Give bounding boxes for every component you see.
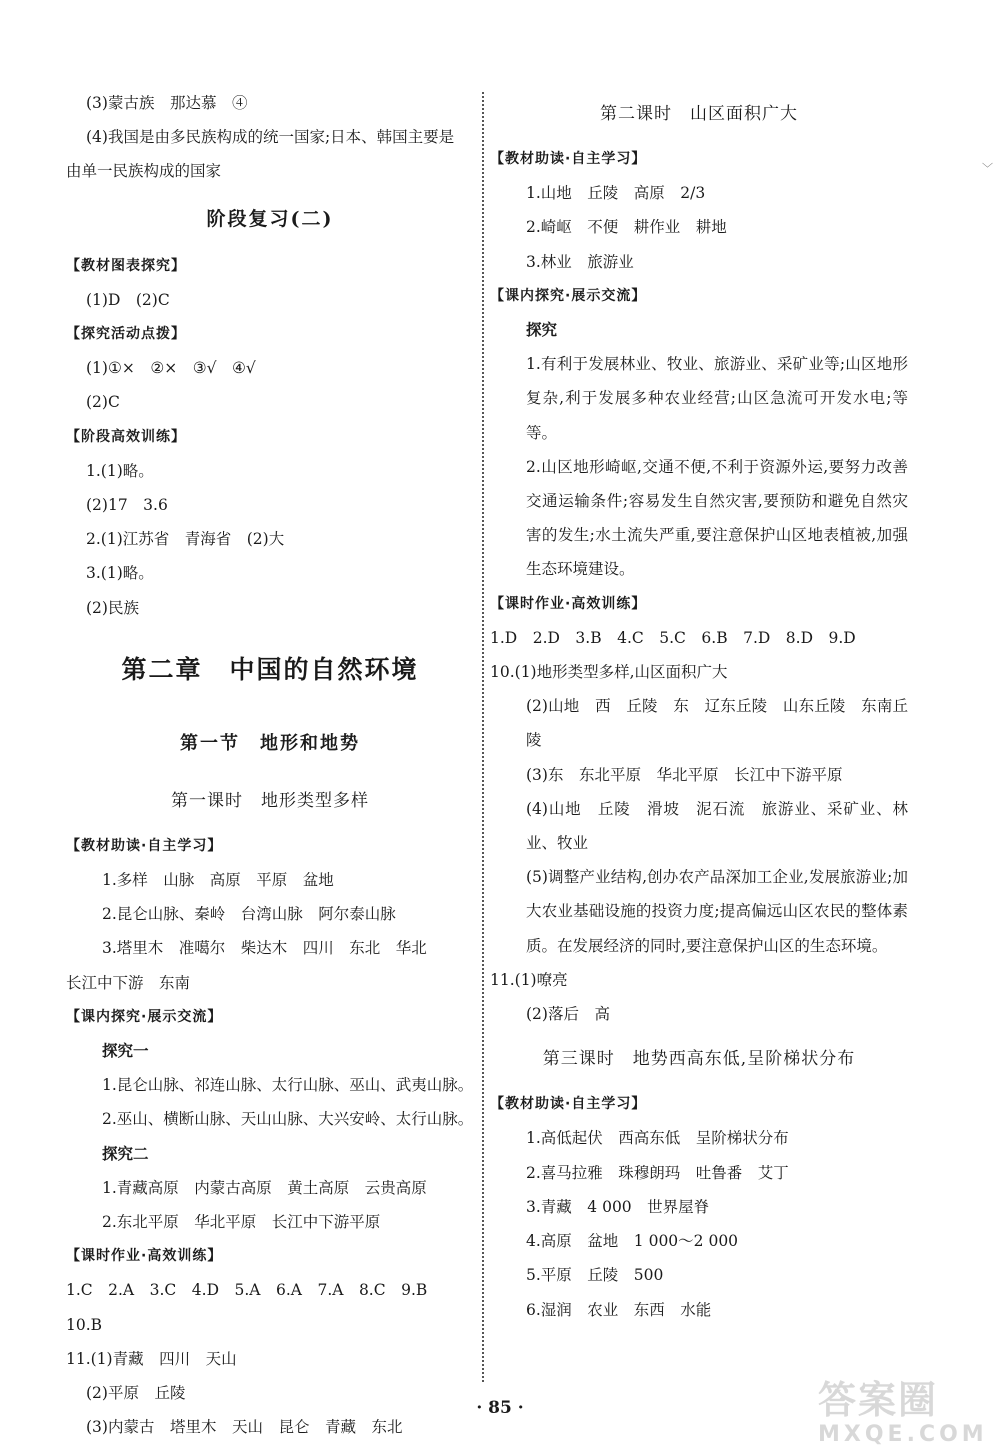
answer-line: 长江中下游 东南 <box>66 973 191 992</box>
watermark-logo <box>818 1378 994 1452</box>
answer-line: 1.D 2.D 3.B 4.C 5.C 6.B 7.D 8.D 9.D <box>490 628 856 647</box>
section-title: 第一节 地形和地势 <box>180 732 360 754</box>
answer-line: 5.平原 丘陵 500 <box>526 1266 664 1285</box>
answer-line: 11.(1)青藏 四川 天山 <box>66 1349 237 1368</box>
answer-line: (3)东 东北平原 华北平原 长江中下游平原 <box>526 765 843 784</box>
section-heading: 【教材图表探究】 <box>66 257 186 274</box>
answer-line: 2.(1)江苏省 青海省 (2)大 <box>86 530 285 549</box>
answer-line: (3)内蒙古 塔里木 天山 昆仑 青藏 东北 <box>86 1418 403 1437</box>
answer-line: (2)平原 丘陵 <box>86 1384 186 1403</box>
section-title: 第二课时 山区面积广大 <box>600 104 798 124</box>
section-title: 第三课时 地势西高东低,呈阶梯状分布 <box>542 1049 856 1070</box>
answer-line: 11.(1)嘹亮 <box>490 970 568 989</box>
answer-line: 1.青藏高原 内蒙古高原 黄土高原 云贵高原 <box>102 1178 427 1197</box>
section-heading: 【教材助读·自主学习】 <box>490 151 647 167</box>
page-number: · 85 · <box>476 1398 524 1418</box>
answer-line: 2.巫山、横断山脉、天山山脉、大兴安岭、太行山脉。 <box>102 1110 474 1129</box>
watermark-bottom: MXQE.COM <box>818 1422 988 1447</box>
answer-line: 1.山地 丘陵 高原 2/3 <box>526 184 706 203</box>
answer-line: 1.(1)略。 <box>86 461 154 480</box>
section-heading: 【课时作业·高效训练】 <box>66 1248 223 1265</box>
answer-line: 1.昆仑山脉、祁连山脉、太行山脉、巫山、武夷山脉。 <box>102 1076 474 1095</box>
answer-line: 1.多样 山脉 高原 平原 盆地 <box>102 871 334 890</box>
right-column <box>490 86 908 1327</box>
answer-line: 3.(1)略。 <box>86 564 154 583</box>
section-heading: 【课内探究·展示交流】 <box>490 287 647 304</box>
section-heading: 【课时作业·高效训练】 <box>490 595 647 612</box>
corner-mark: ﹀ <box>982 162 993 175</box>
section-heading: 【教材助读·自主学习】 <box>490 1096 647 1113</box>
answer-line: 2.昆仑山脉、秦岭 台湾山脉 阿尔泰山脉 <box>102 905 396 924</box>
answer-line: (2)落后 高 <box>526 1005 610 1024</box>
answer-line: 3.青藏 4 000 世界屋脊 <box>526 1197 710 1216</box>
answer-line: (2)17 3.6 <box>86 496 168 515</box>
answer-line: 1.高低起伏 西高东低 呈阶梯状分布 <box>526 1129 789 1148</box>
answer-line: 10.B <box>66 1315 103 1334</box>
answer-line: 2.山区地形崎岖,交通不便,不利于资源外运,要努力改善交通运输条件;容易发生自然灾害,要预防和避免自然灾害的发生;水土流失严重,要注意保护山区地表植被,加强生态环境建设。 <box>526 457 908 579</box>
answer-line: 3.林业 旅游业 <box>526 252 634 271</box>
answer-line: 10.(1)地形类型多样,山区面积广大 <box>490 663 728 682</box>
left-column <box>66 86 474 1445</box>
answer-line: (2)山地 西 丘陵 东 辽东丘陵 山东丘陵 东南丘陵 <box>526 697 908 750</box>
answer-line: (1)①× ②× ③√ ④√ <box>86 359 256 378</box>
answer-line: 探究一 <box>102 1041 149 1061</box>
answer-line: (5)调整产业结构,创办农产品深加工企业,发展旅游业;加大农业基础设施的投资力度;提高偏远山区农民的整体素质。在发展经济的同时,要注意保护山区的生态环境。 <box>526 868 908 955</box>
answer-line: (4)山地 丘陵 滑坡 泥石流 旅游业、采矿业、林业、牧业 <box>526 799 908 853</box>
answer-line: 1.C 2.A 3.C 4.D 5.A 6.A 7.A 8.C 9.B <box>66 1281 428 1300</box>
answer-line: (2)民族 <box>86 598 139 617</box>
section-heading: 【教材助读·自主学习】 <box>66 837 223 854</box>
answer-line: 6.湿润 农业 东西 水能 <box>526 1300 712 1319</box>
answer-line: 探究 <box>526 320 558 340</box>
section-heading: 【探究活动点拨】 <box>66 326 186 343</box>
answer-line: 由单一民族构成的国家 <box>66 162 222 181</box>
answer-line: 2.东北平原 华北平原 长江中下游平原 <box>102 1213 381 1232</box>
section-title: 阶段复习(二) <box>206 207 334 230</box>
section-title: 第一课时 地形类型多样 <box>171 790 369 811</box>
section-heading: 【阶段高效训练】 <box>66 428 186 445</box>
answer-line: (1)D (2)C <box>86 290 170 309</box>
section-heading: 【课内探究·展示交流】 <box>66 1008 223 1025</box>
answer-line: (2)C <box>86 393 120 412</box>
section-title: 第二章 中国的自然环境 <box>121 654 419 684</box>
answer-line: 探究二 <box>102 1143 149 1163</box>
answer-line: 2.喜马拉雅 珠穆朗玛 吐鲁番 艾丁 <box>526 1163 789 1182</box>
answer-line: (4)我国是由多民族构成的统一国家;日本、韩国主要是 <box>86 128 455 147</box>
answer-line: 3.塔里木 准噶尔 柴达木 四川 东北 华北 <box>102 939 427 958</box>
watermark-top: 答案圈 <box>818 1378 939 1422</box>
answer-line: 2.崎岖 不便 耕作业 耕地 <box>526 218 727 237</box>
answer-line: 1.有利于发展林业、牧业、旅游业、采矿业等;山区地形复杂,利于发展多种农业经营;山区急流可开发水电;等等。 <box>526 355 908 442</box>
column-divider <box>482 92 484 1382</box>
answer-line: (3)蒙古族 那达慕 ④ <box>86 94 248 112</box>
answer-line: 4.高原 盆地 1 000～2 000 <box>526 1232 739 1251</box>
